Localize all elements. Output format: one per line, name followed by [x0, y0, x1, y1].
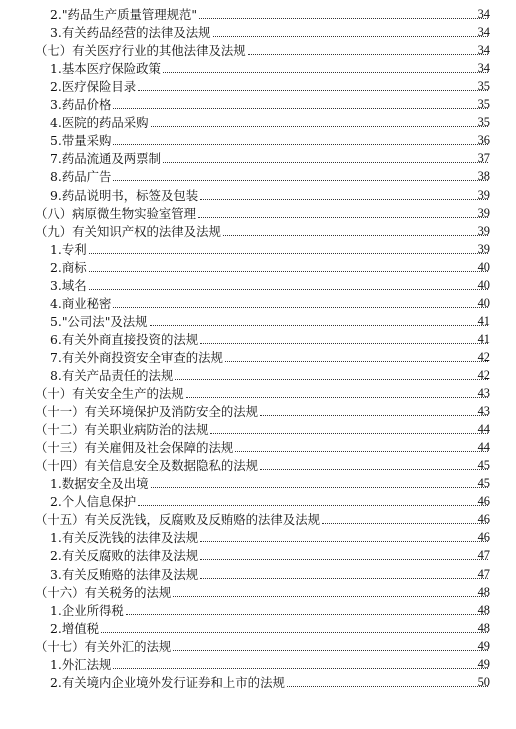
- toc-entry-title: 2.医疗保险目录: [50, 79, 137, 95]
- toc-section-entry[interactable]: [0, 419, 516, 437]
- toc-page-number: 46: [477, 494, 490, 509]
- toc-page-number: 40: [477, 295, 490, 310]
- toc-page-number: 34: [477, 7, 490, 22]
- toc-entry-title: 3.有关反贿赂的法律及法规: [50, 566, 199, 582]
- toc-dot-leader: [151, 125, 488, 127]
- toc-subsection-entry[interactable]: [0, 239, 516, 257]
- toc-subsection-entry[interactable]: [0, 473, 516, 491]
- toc-dot-leader: [113, 179, 488, 181]
- toc-subsection-entry[interactable]: [0, 184, 516, 202]
- toc-dot-leader: [163, 161, 488, 163]
- toc-entry-title: 2."药品生产质量管理规范": [50, 7, 198, 23]
- toc-entry-title: （十七）有关外汇的法规: [35, 638, 172, 654]
- toc-subsection-entry[interactable]: [0, 130, 516, 148]
- toc-dot-leader: [198, 216, 488, 218]
- toc-page-number: 49: [477, 656, 490, 671]
- toc-entry-title: 3.药品价格: [50, 97, 112, 113]
- toc-dot-leader: [89, 270, 488, 272]
- toc-dot-leader: [200, 342, 488, 344]
- toc-entry-title: 1.外汇法规: [50, 656, 112, 672]
- toc-page-number: 42: [477, 367, 490, 382]
- toc-subsection-entry[interactable]: [0, 112, 516, 130]
- toc-page-number: 40: [477, 277, 490, 292]
- toc-dot-leader: [322, 522, 488, 524]
- toc-subsection-entry[interactable]: [0, 22, 516, 40]
- toc-page-number: 39: [477, 223, 490, 238]
- toc-subsection-entry[interactable]: [0, 527, 516, 545]
- toc-dot-leader: [260, 468, 488, 470]
- toc-page-number: 37: [477, 151, 490, 166]
- toc-page-number: 44: [477, 440, 490, 455]
- toc-entry-title: 3.有关药品经营的法律及法规: [50, 25, 211, 41]
- toc-section-entry[interactable]: [0, 221, 516, 239]
- toc-page-number: 46: [477, 530, 490, 545]
- toc-subsection-entry[interactable]: [0, 148, 516, 166]
- toc-page-number: 50: [477, 674, 490, 689]
- toc-entry-title: 5."公司法"及法规: [50, 313, 148, 329]
- toc-entry-title: （十四）有关信息安全及数据隐私的法规: [35, 458, 259, 474]
- toc-dot-leader: [89, 252, 488, 254]
- toc-entry-title: 7.药品流通及两票制: [50, 151, 161, 167]
- toc-subsection-entry[interactable]: [0, 58, 516, 76]
- toc-entry-title: （十三）有关雇佣及社会保障的法规: [35, 440, 234, 456]
- toc-dot-leader: [113, 667, 488, 669]
- toc-subsection-entry[interactable]: [0, 600, 516, 618]
- toc-section-entry[interactable]: [0, 582, 516, 600]
- toc-entry-title: 2.有关境内企业境外发行证券和上市的法规: [50, 674, 285, 690]
- toc-entry-title: 2.增值税: [50, 620, 99, 636]
- toc-entry-title: 2.有关反腐败的法律及法规: [50, 548, 199, 564]
- toc-entry-title: 5.带量采购: [50, 133, 112, 149]
- toc-subsection-entry[interactable]: [0, 347, 516, 365]
- toc-page-number: 41: [477, 313, 490, 328]
- toc-entry-title: 1.有关反洗钱的法律及法规: [50, 530, 199, 546]
- toc-page-number: 44: [477, 422, 490, 437]
- toc-dot-leader: [200, 558, 488, 560]
- toc-subsection-entry[interactable]: [0, 257, 516, 275]
- table-of-contents: [0, 4, 516, 690]
- toc-page-number: 35: [477, 115, 490, 130]
- toc-dot-leader: [260, 414, 488, 416]
- toc-dot-leader: [126, 613, 488, 615]
- toc-page-number: 49: [477, 638, 490, 653]
- toc-section-entry[interactable]: [0, 401, 516, 419]
- toc-dot-leader: [113, 107, 488, 109]
- toc-dot-leader: [173, 649, 488, 651]
- toc-page-number: 47: [477, 566, 490, 581]
- toc-subsection-entry[interactable]: [0, 491, 516, 509]
- toc-page-number: 41: [477, 331, 490, 346]
- toc-dot-leader: [235, 450, 488, 452]
- toc-entry-title: （十六）有关税务的法规: [35, 584, 172, 600]
- toc-entry-title: 2.商标: [50, 259, 87, 275]
- toc-page-number: 43: [477, 404, 490, 419]
- toc-section-entry[interactable]: [0, 383, 516, 401]
- toc-dot-leader: [151, 486, 488, 488]
- toc-entry-title: 1.企业所得税: [50, 602, 124, 618]
- toc-subsection-entry[interactable]: [0, 672, 516, 690]
- toc-entry-title: 4.医院的药品采购: [50, 115, 149, 131]
- toc-entry-title: 7.有关外商投资安全审查的法规: [50, 349, 223, 365]
- toc-dot-leader: [163, 71, 488, 73]
- toc-dot-leader: [200, 198, 488, 200]
- toc-subsection-entry[interactable]: [0, 94, 516, 112]
- toc-entry-title: 2.个人信息保护: [50, 494, 137, 510]
- toc-section-entry[interactable]: [0, 509, 516, 527]
- toc-subsection-entry[interactable]: [0, 545, 516, 563]
- toc-page-number: 48: [477, 620, 490, 635]
- toc-entry-title: （八）病原微生物实验室管理: [35, 205, 197, 221]
- toc-page-number: 39: [477, 241, 490, 256]
- toc-entry-title: 8.药品广告: [50, 169, 112, 185]
- toc-page-number: 48: [477, 584, 490, 599]
- toc-entry-title: （十五）有关反洗钱，反腐败及反贿赂的法律及法规: [35, 512, 320, 528]
- toc-subsection-entry[interactable]: [0, 311, 516, 329]
- toc-dot-leader: [213, 35, 488, 37]
- toc-dot-leader: [138, 504, 488, 506]
- toc-subsection-entry[interactable]: [0, 329, 516, 347]
- toc-section-entry[interactable]: [0, 455, 516, 473]
- toc-page-number: 48: [477, 602, 490, 617]
- toc-page-number: 36: [477, 133, 490, 148]
- toc-page-number: 34: [477, 25, 490, 40]
- toc-entry-title: 9.药品说明书，标签及包装: [50, 187, 199, 203]
- toc-subsection-entry[interactable]: [0, 654, 516, 672]
- toc-page-number: 45: [477, 458, 490, 473]
- toc-dot-leader: [200, 577, 488, 579]
- toc-dot-leader: [223, 234, 488, 236]
- toc-dot-leader: [89, 288, 488, 290]
- toc-dot-leader: [138, 89, 488, 91]
- toc-subsection-entry[interactable]: [0, 4, 516, 22]
- toc-entry-title: 4.商业秘密: [50, 295, 112, 311]
- toc-page-number: 45: [477, 476, 490, 491]
- toc-page-number: 42: [477, 349, 490, 364]
- toc-page-number: 39: [477, 187, 490, 202]
- toc-subsection-entry[interactable]: [0, 166, 516, 184]
- toc-entry-title: 3.域名: [50, 277, 87, 293]
- toc-page-number: 38: [477, 169, 490, 184]
- toc-section-entry[interactable]: [0, 40, 516, 58]
- toc-subsection-entry[interactable]: [0, 275, 516, 293]
- toc-subsection-entry[interactable]: [0, 365, 516, 383]
- toc-entry-title: 1.专利: [50, 241, 87, 257]
- toc-section-entry[interactable]: [0, 437, 516, 455]
- toc-page-number: 40: [477, 259, 490, 274]
- toc-entry-title: （十）有关安全生产的法规: [35, 386, 184, 402]
- toc-dot-leader: [173, 595, 488, 597]
- toc-page-number: 35: [477, 97, 490, 112]
- toc-dot-leader: [200, 540, 488, 542]
- toc-page-number: 47: [477, 548, 490, 563]
- toc-entry-title: （十二）有关职业病防治的法规: [35, 422, 209, 438]
- toc-dot-leader: [113, 306, 488, 308]
- toc-page-number: 39: [477, 205, 490, 220]
- toc-page-number: 35: [477, 79, 490, 94]
- toc-entry-title: 6.有关外商直接投资的法规: [50, 331, 199, 347]
- toc-dot-leader: [199, 17, 488, 19]
- toc-section-entry[interactable]: [0, 203, 516, 221]
- toc-dot-leader: [101, 631, 488, 633]
- toc-entry-title: （九）有关知识产权的法律及法规: [35, 223, 221, 239]
- toc-entry-title: 1.数据安全及出境: [50, 476, 149, 492]
- toc-subsection-entry[interactable]: [0, 293, 516, 311]
- toc-entry-title: 8.有关产品责任的法规: [50, 367, 174, 383]
- toc-entry-title: （十一）有关环境保护及消防安全的法规: [35, 404, 259, 420]
- toc-entry-title: （七）有关医疗行业的其他法律及法规: [35, 43, 246, 59]
- toc-entry-title: 1.基本医疗保险政策: [50, 61, 161, 77]
- toc-dot-leader: [248, 53, 488, 55]
- toc-dot-leader: [113, 143, 488, 145]
- toc-dot-leader: [150, 324, 488, 326]
- toc-subsection-entry[interactable]: [0, 563, 516, 581]
- toc-dot-leader: [225, 360, 488, 362]
- toc-dot-leader: [210, 432, 488, 434]
- toc-section-entry[interactable]: [0, 636, 516, 654]
- toc-page-number: 34: [477, 43, 490, 58]
- toc-subsection-entry[interactable]: [0, 76, 516, 94]
- toc-dot-leader: [175, 378, 488, 380]
- toc-dot-leader: [186, 396, 488, 398]
- toc-page-number: 34: [477, 61, 490, 76]
- toc-page-number: 46: [477, 512, 490, 527]
- toc-page-number: 43: [477, 386, 490, 401]
- toc-subsection-entry[interactable]: [0, 618, 516, 636]
- toc-dot-leader: [287, 685, 488, 687]
